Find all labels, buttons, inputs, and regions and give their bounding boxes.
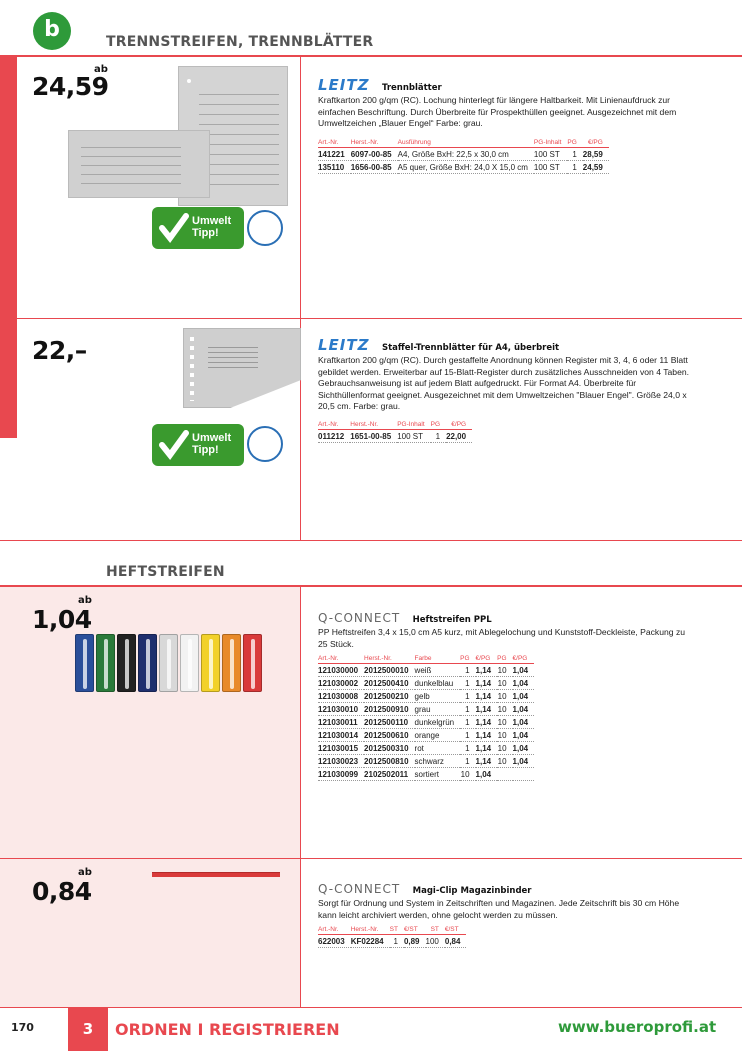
col-header: €/ST xyxy=(404,926,426,935)
table-row: 121030014 2012500610 orange 1 1,14 10 1,04 xyxy=(318,729,534,742)
product-header xyxy=(318,76,442,95)
product-name: Trennblätter xyxy=(381,83,442,93)
section-title-trennstreifen: TRENNSTREIFEN, TRENNBLÄTTER xyxy=(106,34,374,50)
section-divider xyxy=(0,540,742,541)
col-header: €/PG xyxy=(583,139,609,148)
heftstreifen-strip xyxy=(201,634,220,692)
product-name: Staffel-Trennblätter für A4, überbreit xyxy=(381,343,560,353)
table-row: 141221 6097-00-85 A4, Größe BxH: 22,5 x 30,0 cm 100 ST 1 28,59 xyxy=(318,148,609,161)
table-row: 121030008 2012500210 gelb 1 1,14 10 1,04 xyxy=(318,690,534,703)
brand-logo: b xyxy=(33,12,71,50)
table-row: 121030023 2012500810 schwarz 1 1,14 10 1,04 xyxy=(318,755,534,768)
product-header xyxy=(318,336,559,355)
badge-line2: Tipp! xyxy=(192,227,219,239)
section-tab xyxy=(0,57,17,438)
header-divider xyxy=(0,55,742,57)
table-row: 121030002 2012500410 dunkelblau 1 1,14 10 1,04 xyxy=(318,677,534,690)
heftstreifen-strip xyxy=(159,634,178,692)
column-divider xyxy=(300,57,301,540)
blauer-engel-seal-icon xyxy=(247,426,283,462)
table-row: 121030015 2012500310 rot 1 1,14 10 1,04 xyxy=(318,742,534,755)
brand-leitz-logo: LEITZ xyxy=(318,336,370,354)
price-prefix: ab xyxy=(94,64,108,75)
product-description: Kraftkarton 200 g/qm (RC). Lochung hinterlegt für längere Haltbarkeit. Mit Linienaufdruck zur einfachen Beschriftung. Durch Überbreite für Prospekthüllen geeignet. Ausgezeichnet mit dem Umweltzeichen „Blauer Engel“ Farbe: grau. xyxy=(318,95,677,128)
product-table xyxy=(318,421,472,443)
heftstreifen-strip xyxy=(138,634,157,692)
product-description: PP Heftstreifen 3,4 x 15,0 cm A5 kurz, mit Ablegelochung und Kunststoff-Deckleiste, Packung zu 25 Stück. xyxy=(318,627,686,649)
heftstreifen-strip xyxy=(243,634,262,692)
heftstreifen-strip xyxy=(96,634,115,692)
heftstreifen-strip xyxy=(180,634,199,692)
product-description: Kraftkarton 200 g/qm (RC). Durch gestaffelte Anordnung können Register mit 3, 4, 6 oder 11 Blatt gebildet werden. Erweiterbar auf 15-Blatt-Register durch zusätzliches Ausschneiden von 4 Taben. Gebrauchsanweisung ist auf jedem Blatt aufgedruckt. Für Format A4. Überbreite für Sichthüllenformat geeignet. Ausgezeichnet mit dem Umweltzeichen "Blauer Engel". Größe 24,0 x 20,5 cm. Farbe: grau. xyxy=(318,355,690,411)
col-header: €/ST xyxy=(445,926,467,935)
col-header: Herst.-Nr. xyxy=(351,926,390,935)
col-header: Art.-Nr. xyxy=(318,655,364,664)
badge-line1: Umwelt xyxy=(192,432,232,444)
col-header: Ausführung xyxy=(398,139,534,148)
col-header: PG xyxy=(431,421,446,430)
page-number: 170 xyxy=(11,1021,34,1034)
col-header: Art.-Nr. xyxy=(318,421,350,430)
product-image-divider-a5 xyxy=(68,130,210,198)
checkmark-icon xyxy=(159,428,189,462)
col-header: PG xyxy=(497,655,512,664)
col-header: ST xyxy=(426,926,445,935)
umwelt-tipp-badge xyxy=(152,424,244,466)
brand-qconnect-logo: Q-CONNECT xyxy=(318,611,401,625)
col-header: €/PG xyxy=(476,655,498,664)
row-divider xyxy=(0,858,742,859)
col-header: Art.-Nr. xyxy=(318,926,351,935)
badge-line2: Tipp! xyxy=(192,444,219,456)
product-header xyxy=(318,880,532,898)
column-divider xyxy=(300,587,301,1008)
chapter-title: ORDNEN I REGISTRIEREN xyxy=(115,1020,340,1039)
website-link[interactable]: www.bueroprofi.at xyxy=(558,1018,717,1036)
product-header xyxy=(318,609,492,627)
table-row: 121030099 2102502011 sortiert 10 1,04 xyxy=(318,768,534,781)
col-header: €/PG xyxy=(513,655,535,664)
brand-qconnect-logo: Q-CONNECT xyxy=(318,882,401,896)
heftstreifen-strip xyxy=(222,634,241,692)
product-image-heftstreifen xyxy=(75,634,285,692)
row-divider xyxy=(0,1007,742,1008)
col-header: PG-Inhalt xyxy=(397,421,430,430)
col-header: Herst.-Nr. xyxy=(350,421,397,430)
badge-line1: Umwelt xyxy=(192,215,232,227)
col-header: Farbe xyxy=(415,655,461,664)
price-prefix: ab xyxy=(78,595,92,606)
col-header: ST xyxy=(390,926,404,935)
col-header: €/PG xyxy=(446,421,472,430)
product-image-magiclip xyxy=(152,872,280,877)
brand-leitz-logo: LEITZ xyxy=(318,76,370,94)
product-table xyxy=(318,655,534,781)
checkmark-icon xyxy=(159,211,189,245)
product-table xyxy=(318,926,466,948)
heftstreifen-strip xyxy=(117,634,136,692)
col-header: Herst.-Nr. xyxy=(351,139,398,148)
product-table xyxy=(318,139,609,174)
product-name: Magi-Clip Magazinbinder xyxy=(412,886,532,896)
price-prefix: ab xyxy=(78,867,92,878)
price: 1,04 xyxy=(32,605,92,634)
product-description: Sorgt für Ordnung und System in Zeitschriften und Magazinen. Jede Zeitschrift bis 30 cm Höhe kann leicht archiviert werden, ohne gelocht werden zu müssen. xyxy=(318,898,680,920)
table-row: 121030000 2012500010 weiß 1 1,14 10 1,04 xyxy=(318,664,534,677)
price: 22,– xyxy=(32,336,87,365)
price: 0,84 xyxy=(32,877,92,906)
blauer-engel-seal-icon xyxy=(247,210,283,246)
table-row: 622003 KF02284 1 0,89 100 0,84 xyxy=(318,935,466,948)
chapter-number: 3 xyxy=(68,1008,108,1051)
table-row: 121030010 2012500910 grau 1 1,14 10 1,04 xyxy=(318,703,534,716)
price: 24,59 xyxy=(32,72,109,101)
col-header: PG xyxy=(460,655,475,664)
product-image-staffel xyxy=(183,328,301,408)
col-header: Herst.-Nr. xyxy=(364,655,415,664)
table-row: 135110 1656-00-85 A5 quer, Größe BxH: 24,0 X 15,0 cm 100 ST 1 24,59 xyxy=(318,161,609,174)
table-row: 121030011 2012500110 dunkelgrün 1 1,14 10 1,04 xyxy=(318,716,534,729)
col-header: Art.-Nr. xyxy=(318,139,351,148)
section-title-heftstreifen: HEFTSTREIFEN xyxy=(106,564,225,580)
col-header: PG-Inhalt xyxy=(534,139,567,148)
product-name: Heftstreifen PPL xyxy=(412,615,492,625)
row-divider xyxy=(17,318,742,319)
umwelt-tipp-badge xyxy=(152,207,244,249)
col-header: PG xyxy=(567,139,582,148)
table-row: 011212 1651-00-85 100 ST 1 22,00 xyxy=(318,430,472,443)
heftstreifen-strip xyxy=(75,634,94,692)
